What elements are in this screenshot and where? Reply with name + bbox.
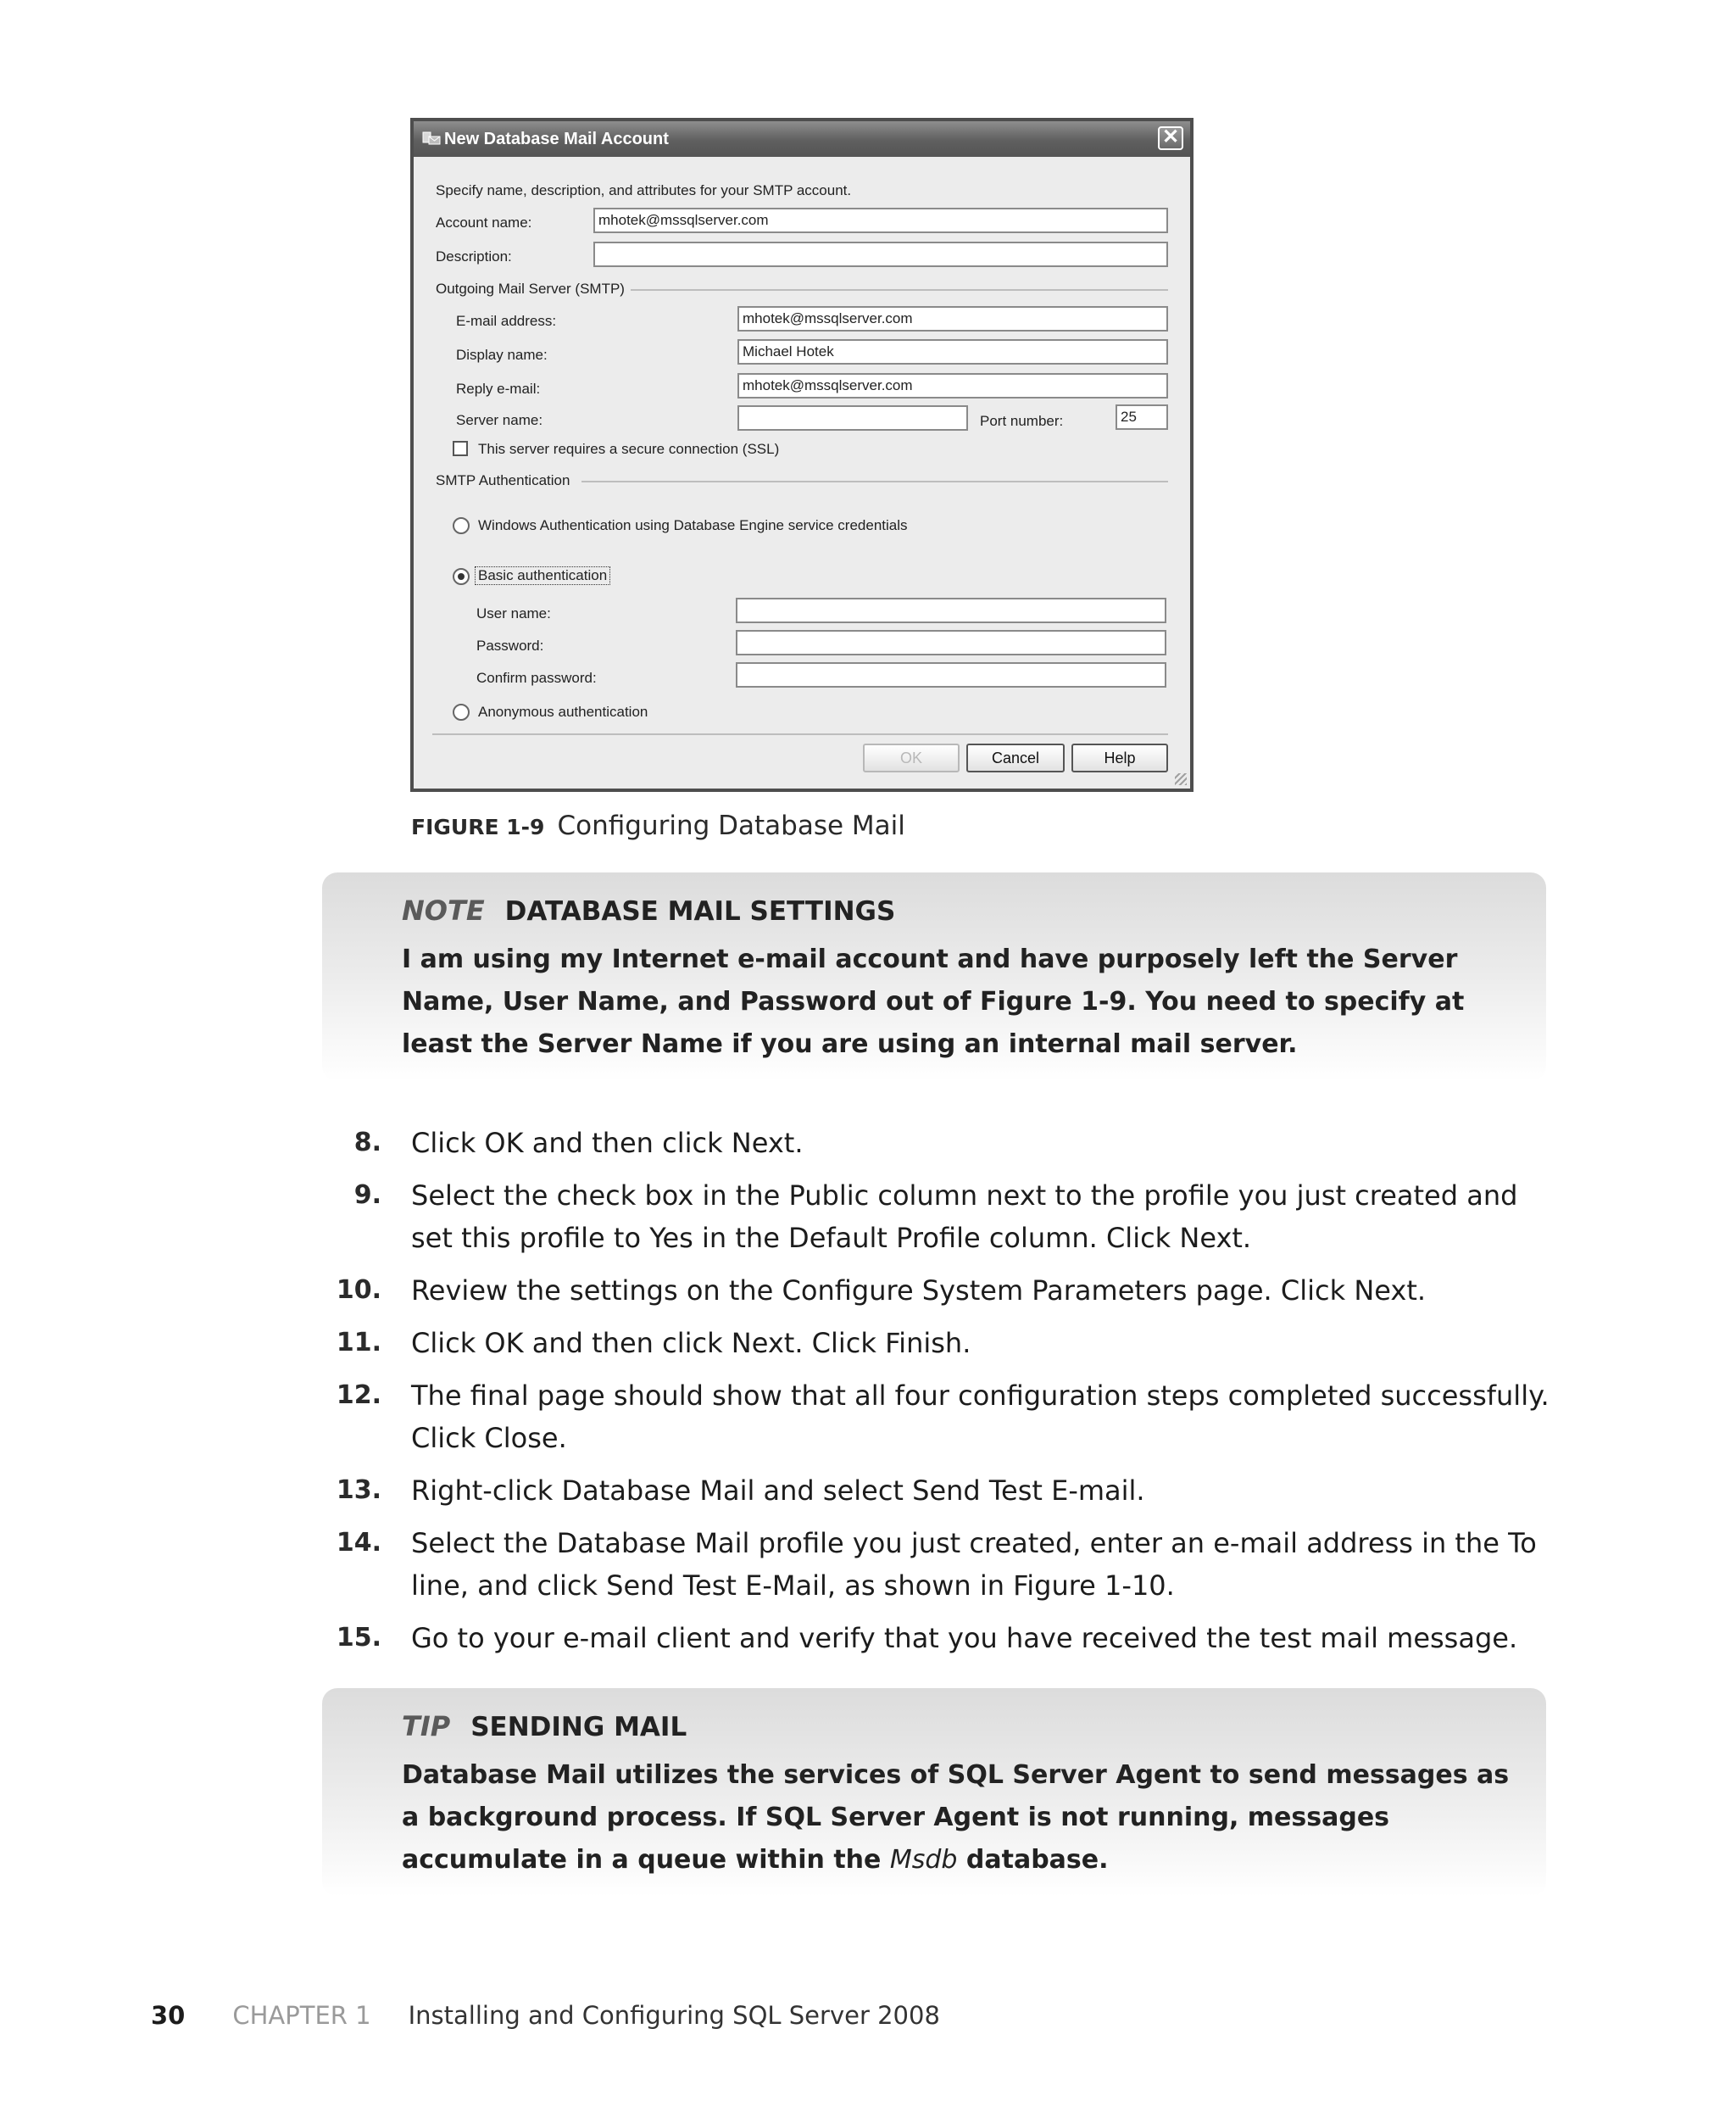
ssl-checkbox[interactable] — [453, 441, 468, 456]
dialog-title: New Database Mail Account — [444, 130, 669, 148]
description-input[interactable] — [593, 242, 1168, 267]
page-number: 30 — [151, 2001, 186, 2030]
step-number: 12. — [336, 1380, 381, 1410]
tip-body-end: database. — [965, 1845, 1109, 1875]
windows-auth-radio[interactable] — [453, 517, 470, 534]
smtp-group-label: Outgoing Mail Server (SMTP) — [436, 281, 625, 297]
figure-label: FIGURE 1-9 — [411, 815, 545, 839]
basic-auth-radio[interactable] — [453, 568, 470, 585]
tip-body — [402, 1754, 1529, 1881]
chapter-label: CHAPTER 1 — [232, 2001, 371, 2030]
confirm-password-label: Confirm password: — [476, 670, 597, 686]
step-text: Click OK and then click Next. — [411, 1127, 804, 1159]
dialog-titlebar — [414, 121, 1190, 157]
smtp-auth-group-label: SMTP Authentication — [436, 472, 570, 488]
anonymous-auth-label: Anonymous authentication — [478, 704, 648, 720]
windows-auth-label: Windows Authentication using Database Engine service credentials — [478, 517, 908, 533]
port-number-input[interactable]: 25 — [1116, 404, 1168, 430]
step-number: 15. — [336, 1623, 381, 1653]
numbered-steps — [0, 1122, 1736, 1669]
tip-box — [322, 1688, 1546, 1897]
step-item — [0, 1122, 1736, 1164]
close-icon: ✕ — [1161, 125, 1180, 148]
port-number-label: Port number: — [980, 413, 1064, 429]
book-title: Installing and Configuring SQL Server 2008 — [408, 2001, 940, 2030]
new-database-mail-account-dialog — [410, 118, 1194, 792]
tip-body-text: Database Mail utilizes the services of SQL Server Agent to send messages as a background process. If SQL Server Agent is not running, messages accumulate in a queue within the — [402, 1760, 1510, 1875]
note-heading — [402, 895, 895, 927]
step-item — [0, 1617, 1736, 1659]
step-text: Review the settings on the Configure System Parameters page. Click Next. — [411, 1274, 1427, 1307]
page-footer — [151, 2001, 940, 2030]
resize-grip-icon[interactable] — [1175, 773, 1187, 785]
step-item — [0, 1469, 1736, 1512]
step-item — [0, 1374, 1736, 1459]
step-text: The final page should show that all four configuration steps completed successfully. Click Close. — [411, 1379, 1550, 1454]
tip-heading — [402, 1710, 687, 1742]
step-number: 13. — [336, 1475, 381, 1505]
close-button[interactable] — [1158, 126, 1183, 150]
step-item — [0, 1322, 1736, 1364]
step-text: Right-click Database Mail and select Send Test E-mail. — [411, 1474, 1145, 1507]
step-text: Select the check box in the Public column next to the profile you just created and set this profile to Yes in the Default Profile column. Click Next. — [411, 1179, 1518, 1254]
button-row-divider — [432, 733, 1168, 735]
user-name-label: User name: — [476, 605, 551, 621]
account-name-input[interactable]: mhotek@mssqlserver.com — [593, 208, 1168, 233]
radio-selected-dot — [458, 573, 465, 580]
step-text: Go to your e-mail client and verify that you have received the test mail message. — [411, 1622, 1518, 1654]
server-name-input[interactable] — [737, 405, 968, 431]
step-text: Click OK and then click Next. Click Finish. — [411, 1327, 971, 1359]
help-button[interactable]: Help — [1071, 744, 1168, 772]
tip-kind: TIP — [402, 1710, 451, 1742]
display-name-input[interactable]: Michael Hotek — [737, 339, 1168, 365]
note-kind: NOTE — [402, 895, 485, 927]
user-name-input[interactable] — [736, 598, 1166, 623]
step-number: 8. — [353, 1128, 381, 1157]
smtp-group-divider — [631, 289, 1168, 291]
reply-email-label: Reply e-mail: — [456, 381, 541, 397]
step-number: 9. — [353, 1180, 381, 1210]
cancel-button[interactable]: Cancel — [966, 744, 1065, 772]
password-input[interactable] — [736, 630, 1166, 655]
smtp-auth-group-divider — [581, 481, 1168, 482]
step-number: 11. — [336, 1328, 381, 1357]
account-name-label: Account name: — [436, 215, 532, 231]
step-item — [0, 1174, 1736, 1259]
ssl-label: This server requires a secure connection (SSL) — [478, 441, 780, 457]
mail-account-icon — [422, 130, 441, 147]
ok-button[interactable]: OK — [863, 744, 960, 772]
figure-caption-text: Configuring Database Mail — [557, 811, 905, 841]
note-title: DATABASE MAIL SETTINGS — [504, 896, 896, 927]
server-name-label: Server name: — [456, 412, 543, 428]
email-address-input[interactable]: mhotek@mssqlserver.com — [737, 306, 1168, 332]
anonymous-auth-radio[interactable] — [453, 704, 470, 721]
step-number: 10. — [336, 1275, 381, 1305]
reply-email-input[interactable]: mhotek@mssqlserver.com — [737, 373, 1168, 399]
display-name-label: Display name: — [456, 347, 548, 363]
description-label: Description: — [436, 248, 512, 265]
note-body: I am using my Internet e-mail account and have purposely left the Server Name, User Name, and Password out of Figure 1-9. You need to specify at least the Server Name if you are using an internal mail server. — [402, 945, 1465, 1059]
email-address-label: E-mail address: — [456, 313, 557, 329]
tip-body-db-name: Msdb — [889, 1845, 958, 1875]
tip-title: SENDING MAIL — [470, 1712, 687, 1742]
basic-auth-label: Basic authentication — [475, 566, 610, 585]
step-text: Select the Database Mail profile you just created, enter an e-mail address in the To line, and click Send Test E-Mail, as shown in Figure 1-10. — [411, 1527, 1537, 1602]
confirm-password-input[interactable] — [736, 662, 1166, 688]
step-item — [0, 1522, 1736, 1607]
step-number: 14. — [336, 1528, 381, 1558]
password-label: Password: — [476, 638, 544, 654]
step-item — [0, 1269, 1736, 1312]
intro-text: Specify name, description, and attributes for your SMTP account. — [436, 182, 852, 198]
note-box — [322, 872, 1546, 1081]
figure-caption — [411, 811, 905, 841]
